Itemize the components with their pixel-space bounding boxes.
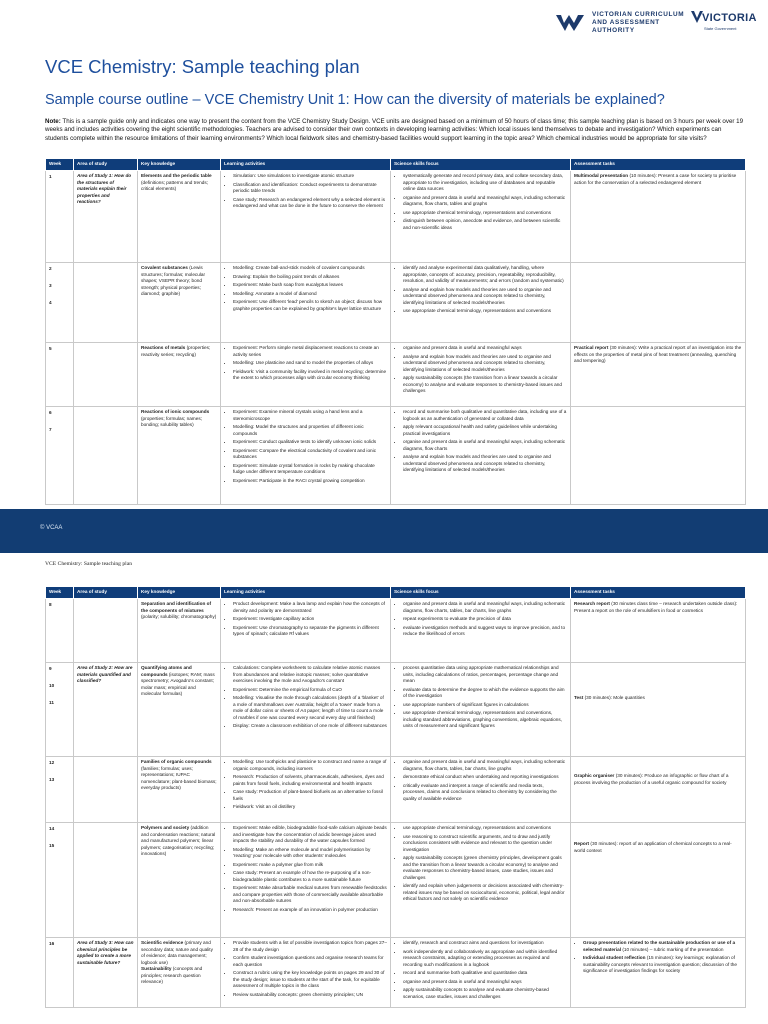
assessment-text: (30 minutes): Write a practical report of an investigation into the effects on the properties of metal pins of heat treatment (annealing, quenching and tempering) — [574, 345, 742, 363]
col-key-knowledge: Key knowledge — [138, 587, 221, 599]
list-item: • Modelling: Model the structures and properties of different ionic compounds — [233, 424, 387, 437]
table-header-row — [46, 159, 746, 171]
list-item: • Construct a rubric using the key knowledge points on pages 29 and 30 of the study design; issue to students at the start of the task, for equitable assessment of multiple topics in the class — [233, 970, 387, 990]
list-item: • Simulation: Use simulations to investigate atomic structure — [233, 173, 387, 180]
assessment-heading: Test — [574, 695, 584, 700]
state-government-text: State Government — [704, 26, 737, 31]
page-subtitle: Sample course outline – VCE Chemistry Unit 1: How can the diversity of materials be explained? — [45, 92, 665, 108]
week-number: 13 — [49, 777, 55, 782]
kk-text: (polarity; solubility; chromatography) — [141, 614, 217, 619]
assessment-text: (15 minutes): key learnings; explanation of sustainability concepts relevant to investigation question; discussion of the significance of investigation findings for society — [583, 955, 737, 973]
kk-text: (concepts and principles; research question relevance) — [141, 966, 203, 984]
col-week: Week — [46, 587, 74, 599]
assessment-cell — [571, 263, 746, 343]
table-row — [46, 599, 746, 663]
list-item: • Case study: Present an example of how the re-purposing of a non-biodegradable plastic contributes to a more sustainable future — [233, 870, 387, 883]
list-item: • organise and present data in useful and meaningful ways, including schematic diagrams, flow charts, tables and graphs — [403, 195, 567, 208]
list-item: • Modelling: Use toothpicks and plasticine to construct and name a range of organic compounds, including isomers — [233, 759, 387, 772]
area-of-study-cell: Area of Study 3: How can chemical principles be applied to create a more sustainable future? — [74, 938, 138, 1008]
key-knowledge-cell — [138, 407, 221, 505]
list-item: • organise and present data in useful and meaningful ways — [403, 345, 567, 352]
area-of-study-cell: Area of Study 2: How are materials quantified and classified? — [74, 663, 138, 757]
teaching-plan-table-page2 — [45, 586, 746, 1008]
assessment-heading: Report — [574, 841, 590, 846]
table-row — [46, 407, 746, 505]
week-number: 3 — [49, 283, 52, 288]
list-item: • Fieldwork: Visit an oil distillery — [233, 804, 387, 811]
assessment-text: (30 minutes): Mole quantities — [583, 695, 645, 700]
activities-cell — [221, 171, 391, 263]
list-item: • use appropriate chemical terminology, representations and conventions — [403, 308, 567, 315]
assessment-heading: Individual student reflection — [583, 955, 646, 960]
week-cell: 8 — [46, 599, 74, 663]
week-number: 6 — [49, 410, 52, 415]
list-item: • Experiment: Examine mineral crystals using a hand lens and a stereomicroscope — [233, 409, 387, 422]
key-knowledge-cell — [138, 171, 221, 263]
list-item — [583, 940, 742, 953]
list-item: • organise and present data in useful and meaningful ways, including schematic diagrams, flow charts, tables, bar charts, line graphs — [403, 759, 567, 772]
list-item: • Classification and identification: Conduct experiments to demonstrate periodic table trends — [233, 182, 387, 195]
kk-text: (definitions; patterns and trends; critical elements) — [141, 179, 208, 191]
victoria-state-logo — [690, 6, 757, 40]
list-item: • use appropriate chemical terminology, representations and conventions — [403, 210, 567, 217]
skills-cell — [391, 263, 571, 343]
key-knowledge-cell — [138, 938, 221, 1008]
week-cell — [46, 407, 74, 505]
list-item: • Experiment: Determine the empirical formula of CuO — [233, 687, 387, 694]
assessment-text: (10 minutes) – rubric marking of the presentation — [621, 946, 724, 952]
kk-heading: Covalent substances — [141, 265, 188, 270]
list-item: • Research: Present an example of an innovation in polymer production — [233, 907, 387, 914]
list-item: • Experiment: Simulate crystal formation in rocks by making chocolate fudge under different temperature conditions — [233, 463, 387, 476]
week-number: 10 — [49, 683, 55, 688]
kk-heading: Families of organic compounds — [141, 759, 212, 764]
list-item: • apply sustainability concepts (green chemistry principles, development goals and the transition from a linear towards a circular economy) to analyse and evaluate responses to chemistry-based issues, case studies, issues and challenges — [403, 855, 567, 881]
week-number: 15 — [49, 843, 55, 848]
table-row — [46, 938, 746, 1008]
week-number: 11 — [49, 700, 54, 705]
list-item: • Experiment: Use chromatography to separate the pigments in different types of spinach; calculate Rf values — [233, 625, 387, 638]
list-item: • Provide students with a list of possible investigation topics from pages 27–28 of the study design — [233, 940, 387, 953]
activities-cell — [221, 823, 391, 938]
list-item: • Modelling: Make an ethene molecule and model polymerisation by 'reacting' your molecule with other students' molecules — [233, 847, 387, 860]
table-row — [46, 823, 746, 938]
area-of-study-cell — [74, 263, 138, 343]
list-item: • Product development: Make a lava lamp and explain how the concepts of density and polarity are demonstrated — [233, 601, 387, 614]
list-item: • evaluate investigation methods and suggest ways to improve precision, and to reduce the likelihood of errors — [403, 625, 567, 638]
list-item: • Experiment: Make edible, biodegradable food-safe calcium alginate beads and investigate how the concentration of acidic beverage juices used impacts the stability and durability of the water capsules formed — [233, 825, 387, 845]
list-item: • organise and present data in useful and meaningful ways, including schematic diagrams, flow charts — [403, 439, 567, 452]
assessment-heading: Multimodal presentation — [574, 173, 629, 178]
key-knowledge-cell — [138, 599, 221, 663]
kk-heading: Reactions of ionic compounds — [141, 409, 210, 414]
list-item: • distinguish between opinion, anecdote and evidence, and between scientific and non-scientific ideas — [403, 218, 567, 231]
victoria-logo-text: VICTORIA — [702, 12, 757, 24]
list-item: • analyse and explain how models and theories are used to organise and understand observed phenomena and concepts related to chemistry, identifying limitations of selected models/theories — [403, 287, 567, 307]
list-item: • Experiment: Make bush soap from eucalyptus leaves — [233, 282, 387, 289]
table-row — [46, 663, 746, 757]
list-item: • repeat experiments to evaluate the precision of data — [403, 616, 567, 623]
activities-cell — [221, 938, 391, 1008]
week-cell — [46, 757, 74, 823]
week-cell — [46, 663, 74, 757]
activities-cell — [221, 263, 391, 343]
vcaa-logo — [556, 9, 692, 37]
table-row — [46, 757, 746, 823]
col-area-of-study: Area of study — [74, 587, 138, 599]
list-item: • organise and present data in useful and meaningful ways, including schematic diagrams, flow charts, tables, bar charts, line graphs — [403, 601, 567, 614]
area-of-study-cell — [74, 343, 138, 407]
kk-heading: Scientific evidence — [141, 940, 184, 945]
week-number: 12 — [49, 760, 55, 765]
assessment-text: (30 minutes class time – research undertaken outside class): Present a report on the role of emulsifiers in food or cosmetics — [574, 601, 738, 613]
vcaa-logo-text: VICTORIAN CURRICULUM AND ASSESSMENT AUTHORITY — [592, 11, 685, 34]
week-cell: 5 — [46, 343, 74, 407]
assessment-heading: Research report — [574, 601, 610, 606]
activities-cell — [221, 599, 391, 663]
assessment-cell — [571, 757, 746, 823]
activities-cell — [221, 407, 391, 505]
week-cell — [46, 263, 74, 343]
skills-cell — [391, 407, 571, 505]
list-item: • Modelling: Annotate a model of diamond — [233, 291, 387, 298]
teaching-plan-table-page1 — [45, 158, 746, 505]
kk-heading: Sustainability — [141, 966, 172, 971]
week-number: 4 — [49, 300, 52, 305]
key-knowledge-cell — [138, 823, 221, 938]
col-science-skills: Science skills focus — [391, 587, 571, 599]
assessment-heading: Practical report — [574, 345, 609, 350]
list-item: • record and summarise both qualitative and quantitative data — [403, 970, 567, 977]
list-item: • critically evaluate and interpret a range of scientific and media texts, processes, claims and conclusions related to chemistry by considering the quality of available evidence — [403, 783, 567, 803]
list-item: • systematically generate and record primary data, and collate secondary data, appropriate to the investigation, including use of databases and reputable online data sources — [403, 173, 567, 193]
list-item: • organise and present data in useful and meaningful ways — [403, 979, 567, 986]
list-item: • Experiment: Conduct qualitative tests to identify unknown ionic solids — [233, 439, 387, 446]
kk-text: (families; formulas; uses; representations; IUPAC nomenclature; plant-based biomass; everyday products) — [141, 765, 217, 790]
area-of-study-cell — [74, 757, 138, 823]
activities-cell — [221, 343, 391, 407]
col-learning-activities: Learning activities — [221, 159, 391, 171]
list-item: • Experiment: make a polymer glue from milk — [233, 862, 387, 869]
list-item: • work independently and collaboratively as appropriate and within identified research constraints, adapting or extending processes as required and recording such modifications in a logbook — [403, 949, 567, 969]
list-item: • analyse and explain how models and theories are used to organise and understand observed phenomena and concepts related to chemistry, identifying limitations of selected models/theories — [403, 354, 567, 374]
list-item: • Modelling: Visualise the mole through calculations (depth of a 'blanket' of a mole of marshmallows over Australia; height of a 'tower' made from a mole of dollar coins or sheets of A4 paper; length of time to count a mole of marbles if one was counted every second every day until finished) — [233, 695, 387, 721]
list-item: • use appropriate chemical terminology, representations and conventions — [403, 825, 567, 832]
assessment-cell — [571, 343, 746, 407]
skills-cell — [391, 757, 571, 823]
page-title: VCE Chemistry: Sample teaching plan — [45, 56, 360, 77]
list-item: • Display: Create a classroom exhibition of one mole of different substances — [233, 723, 387, 730]
assessment-cell — [571, 663, 746, 757]
assessment-cell — [571, 407, 746, 505]
list-item: • Review sustainability concepts: green chemistry principles; UN — [233, 992, 387, 999]
col-assessment: Assessment tasks — [571, 159, 746, 171]
list-item: • use reasoning to construct scientific arguments, and to draw and justify conclusions consistent with evidence and relevant to the question under investigation — [403, 834, 567, 854]
list-item: • identify, research and construct aims and questions for investigation — [403, 940, 567, 947]
vcaa-logo-icon — [556, 13, 586, 33]
list-item: • use appropriate chemical terminology, representations and conventions, including standard abbreviations, graphing conventions, algebraic equations, units of measurement and significant figures — [403, 710, 567, 730]
table-row — [46, 263, 746, 343]
assessment-text: (30 minutes): report of an application of chemical concepts to a real-world context — [574, 841, 732, 853]
week-number: 9 — [49, 666, 52, 671]
table-row — [46, 171, 746, 263]
skills-cell — [391, 343, 571, 407]
list-item: • Experiment: Use different 'lead' pencils to sketch an object; discuss how graphite properties can be explained by graphite's layer lattice structure — [233, 299, 387, 312]
col-science-skills: Science skills focus — [391, 159, 571, 171]
kk-text: (isotopes; RAM; mass spectrometry; Avogadro's constant; molar mass; empirical and molecular formulas) — [141, 671, 215, 696]
assessment-cell — [571, 823, 746, 938]
list-item: • Experiment: Investigate capillary action — [233, 616, 387, 623]
assessment-heading: Group presentation related to the sustainable production or use of a selected material — [583, 940, 736, 952]
list-item: • Confirm student investigation questions and organise research teams for each question — [233, 955, 387, 968]
list-item: • apply relevant occupational health and safety guidelines while undertaking practical investigations — [403, 424, 567, 437]
kk-text: (primary and secondary data; nature and quality of evidence; data management; logbook use) — [141, 940, 213, 965]
skills-cell — [391, 938, 571, 1008]
key-knowledge-cell — [138, 663, 221, 757]
assessment-heading: Graphic organiser — [574, 773, 615, 778]
list-item: • Modelling: Use plasticine and sand to model the properties of alloys — [233, 360, 387, 367]
week-number: 7 — [49, 427, 52, 432]
list-item: • identify and explain when judgements or decisions associated with chemistry-related issues may be based on sociocultural, economic, political, legal and/or ethical factors and not solely on scientific evidence — [403, 883, 567, 903]
note-text: This is a sample guide only and indicates one way to present the content from the VCE Chemistry Study Design. VCE units are designed based on a minimum of 50 hours of class time; this sample teaching plan is based on 3 hours per week over 19 weeks and includes activities covering the eight scientific methodologies. Teachers are advised to consider their own contexts in developing learning activities: Which local issues lend themselves to debate and investigation? Which experiments can students complete within the resource limitations of their learning environments? Which local fieldwork sites and chemistry-based facilities would support learning in the topic area? Which chemical industries would be appropriate for site visits? — [45, 118, 744, 142]
key-knowledge-cell — [138, 263, 221, 343]
area-of-study-cell — [74, 407, 138, 505]
list-item: • use appropriate numbers of significant figures in calculations — [403, 702, 567, 709]
activities-cell — [221, 663, 391, 757]
skills-cell — [391, 599, 571, 663]
week-number: 14 — [49, 826, 55, 831]
list-item: • apply sustainability concepts to analyse and evaluate chemistry-based scenarios, case studies, issues and challenges — [403, 987, 567, 1000]
kk-heading: Quantifying atoms and compounds — [141, 665, 192, 677]
page2-running-header: VCE Chemistry: Sample teaching plan — [45, 561, 132, 567]
skills-cell — [391, 823, 571, 938]
list-item: • Case study: Research an endangered element why a selected element is endangered and what can be done in the future to conserve the element — [233, 197, 387, 210]
area-of-study-cell: Area of Study 1: How do the structures of materials explain their properties and reactions? — [74, 171, 138, 263]
list-item: • Drawing: Explain the boiling point trends of alkanes — [233, 274, 387, 281]
list-item: • process quantitative data using appropriate mathematical relationships and units, including calculations of ratios, percentages, percentage change and mean — [403, 665, 567, 685]
kk-text: (properties; formulas; names; bonding; solubility tables) — [141, 415, 202, 427]
list-item: • Modelling: Create ball-and-stick models of covalent compounds — [233, 265, 387, 272]
col-week: Week — [46, 159, 74, 171]
assessment-cell — [571, 938, 746, 1008]
list-item — [583, 955, 742, 975]
assessment-text: (30 minutes): Produce an infographic or flow chart of a process involving the production of a useful organic compound for society — [574, 773, 729, 785]
list-item: • analyse and explain how models and theories are used to organise and understand observed phenomena and concepts related to chemistry, identifying limitations of selected models/theories — [403, 454, 567, 474]
kk-text: (Lewis structures; formulas; molecular shapes; VSEPR theory; bond strength; physical properties; diamond; graphite) — [141, 265, 206, 296]
col-assessment: Assessment tasks — [571, 587, 746, 599]
page-footer-band — [0, 509, 768, 553]
list-item: • Experiment: Make absorbable medical sutures from renewable feedstocks and compare properties with those of commercially available absorbable and non-absorbable sutures — [233, 885, 387, 905]
key-knowledge-cell — [138, 343, 221, 407]
area-of-study-cell — [74, 823, 138, 938]
area-of-study-cell — [74, 599, 138, 663]
activities-cell — [221, 757, 391, 823]
kk-heading: Reactions of metals — [141, 345, 186, 350]
list-item: • Calculations: Complete worksheets to calculate relative atomic masses from abundances and relative isotopic masses; solve quantitative exercises involving the mole and Avogadro's constant — [233, 665, 387, 685]
assessment-cell — [571, 599, 746, 663]
week-cell — [46, 823, 74, 938]
list-item: • Experiment: Compare the electrical conductivity of covalent and ionic substances — [233, 448, 387, 461]
col-learning-activities: Learning activities — [221, 587, 391, 599]
skills-cell — [391, 171, 571, 263]
assessment-text: (10 minutes): Present a case for society to prioritise action for the conservation of a selected endangered element — [574, 173, 737, 185]
header-bar — [0, 0, 768, 44]
week-cell: 16 — [46, 938, 74, 1008]
table-header-row — [46, 587, 746, 599]
list-item: • identify and analyse experimental data qualitatively, handling, where appropriate, concepts of: accuracy, precision, repeatability, reproducibility, resolution, and validity of measurements; and errors (random and systematic) — [403, 265, 567, 285]
list-item: • record and summarise both qualitative and quantitative data, including use of a logbook as an authentication of generated or collated data — [403, 409, 567, 422]
list-item: • Experiment: Perform simple metal displacement reactions to create an activity series — [233, 345, 387, 358]
kk-heading: Separation and identification of the components of mixtures — [141, 601, 212, 613]
key-knowledge-cell — [138, 757, 221, 823]
kk-heading: Elements and the periodic table — [141, 173, 212, 178]
week-number: 2 — [49, 266, 52, 271]
list-item: • evaluate data to determine the degree to which the evidence supports the aim of the investigation — [403, 687, 567, 700]
list-item: • demonstrate ethical conduct when undertaking and reporting investigations — [403, 774, 567, 781]
note-label: Note: — [45, 118, 61, 125]
copyright-text: © VCAA — [40, 525, 63, 531]
assessment-cell — [571, 171, 746, 263]
kk-heading: Polymers and society — [141, 825, 190, 830]
kk-text: (properties; reactivity series; recycling) — [141, 345, 211, 357]
kk-text: (addition and condensation reactions; natural and manufactured polymers; linear polymers; categorisation; recycling; innovations) — [141, 825, 216, 856]
list-item: • Fieldwork: Visit a community facility involved in metal recycling; determine the extent to which processes align with circular economy thinking — [233, 369, 387, 382]
skills-cell — [391, 663, 571, 757]
list-item: • apply sustainability concepts (the transition from a linear towards a circular economy) to analyse and evaluate responses to chemistry-based issues and challenges — [403, 375, 567, 395]
col-key-knowledge: Key knowledge — [138, 159, 221, 171]
col-area-of-study: Area of study — [74, 159, 138, 171]
list-item: • Research: Production of solvents, pharmaceuticals, adhesives, dyes and paints from fossil fuels, including environmental and health impacts — [233, 774, 387, 787]
list-item: • Experiment: Participate in the RACI crystal growing competition — [233, 478, 387, 485]
intro-note — [45, 118, 745, 143]
list-item: • Case study: Production of plant-based biofuels as an alternative to fossil fuels — [233, 789, 387, 802]
week-cell: 1 — [46, 171, 74, 263]
table-row — [46, 343, 746, 407]
